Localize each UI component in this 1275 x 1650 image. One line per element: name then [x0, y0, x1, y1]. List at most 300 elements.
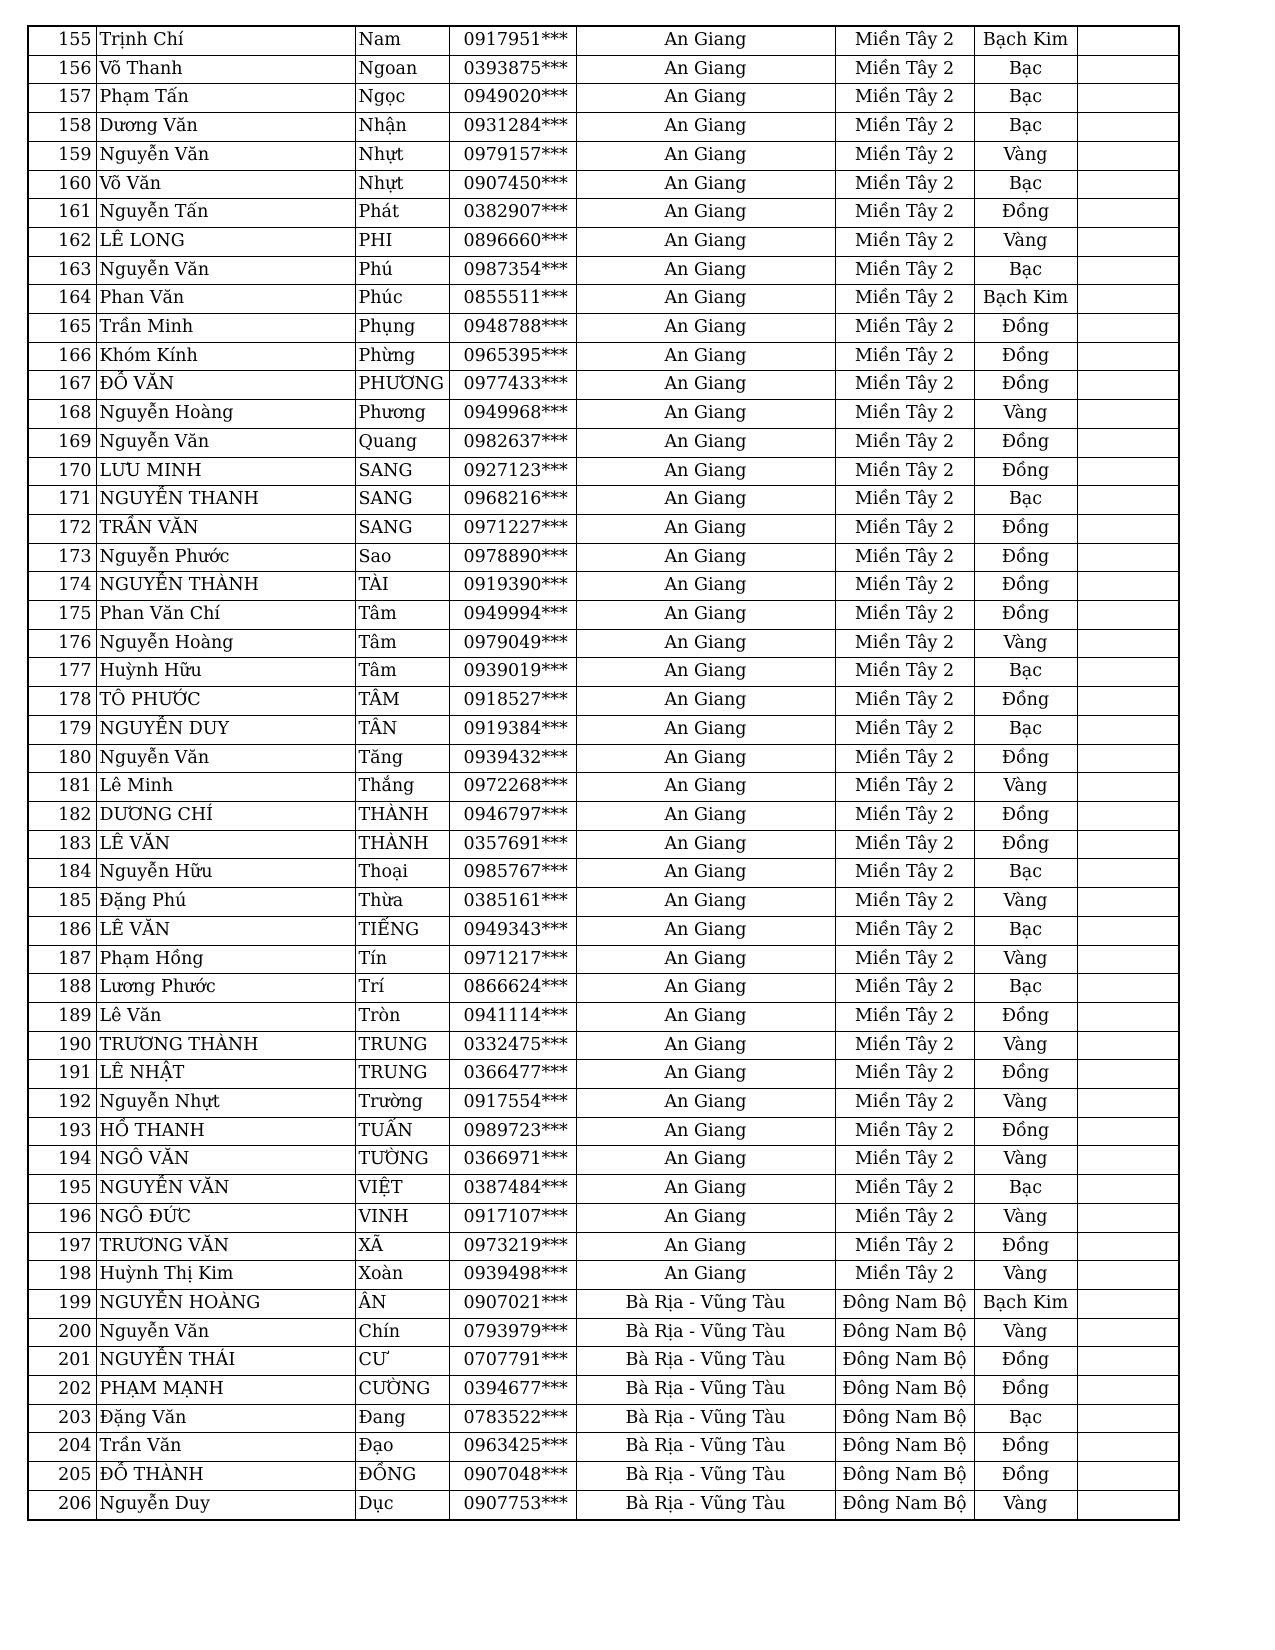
region: Miền Tây 2 [835, 715, 974, 744]
province: An Giang [576, 859, 835, 888]
province: An Giang [576, 1232, 835, 1261]
table-row [28, 141, 1179, 170]
table-row [28, 428, 1179, 457]
province: Bà Rịa - Vũng Tàu [576, 1462, 835, 1491]
region: Miền Tây 2 [835, 1146, 974, 1175]
note-cell [1077, 974, 1179, 1003]
province: An Giang [576, 1146, 835, 1175]
surname-middle: Huỳnh Thị Kim [96, 1261, 355, 1290]
rank: Đồng [974, 1462, 1077, 1491]
phone-number: 0907021*** [449, 1289, 576, 1318]
rank: Đồng [974, 601, 1077, 630]
rank: Bạch Kim [974, 285, 1077, 314]
phone-number: 0965395*** [449, 342, 576, 371]
province: An Giang [576, 1002, 835, 1031]
table-row [28, 1175, 1179, 1204]
surname-middle: Trần Văn [96, 1433, 355, 1462]
note-cell [1077, 744, 1179, 773]
surname-middle: Nguyễn Hoàng [96, 400, 355, 429]
province: An Giang [576, 170, 835, 199]
table-row [28, 888, 1179, 917]
table-row [28, 543, 1179, 572]
row-number: 183 [28, 830, 96, 859]
row-number: 161 [28, 199, 96, 228]
rank: Bạch Kim [974, 1289, 1077, 1318]
province: An Giang [576, 687, 835, 716]
row-number: 160 [28, 170, 96, 199]
rank: Vàng [974, 945, 1077, 974]
table-row [28, 1031, 1179, 1060]
note-cell [1077, 715, 1179, 744]
phone-number: 0939019*** [449, 658, 576, 687]
table-body [28, 26, 1179, 1520]
phone-number: 0948788*** [449, 314, 576, 343]
province: Bà Rịa - Vũng Tàu [576, 1289, 835, 1318]
province: An Giang [576, 801, 835, 830]
given-name: TRUNG [355, 1031, 449, 1060]
phone-number: 0393875*** [449, 55, 576, 84]
row-number: 168 [28, 400, 96, 429]
surname-middle: Nguyễn Văn [96, 428, 355, 457]
given-name: Thắng [355, 773, 449, 802]
rank: Vàng [974, 1089, 1077, 1118]
region: Miền Tây 2 [835, 400, 974, 429]
phone-number: 0394677*** [449, 1376, 576, 1405]
phone-number: 0793979*** [449, 1318, 576, 1347]
region: Miền Tây 2 [835, 830, 974, 859]
note-cell [1077, 1031, 1179, 1060]
region: Đông Nam Bộ [835, 1490, 974, 1519]
table-row [28, 1347, 1179, 1376]
row-number: 180 [28, 744, 96, 773]
given-name: VINH [355, 1203, 449, 1232]
given-name: Phừng [355, 342, 449, 371]
table-row [28, 457, 1179, 486]
surname-middle: Nguyễn Văn [96, 256, 355, 285]
table-row [28, 256, 1179, 285]
province: An Giang [576, 744, 835, 773]
row-number: 191 [28, 1060, 96, 1089]
note-cell [1077, 1261, 1179, 1290]
province: An Giang [576, 55, 835, 84]
row-number: 167 [28, 371, 96, 400]
rank: Vàng [974, 400, 1077, 429]
table-row [28, 1060, 1179, 1089]
note-cell [1077, 256, 1179, 285]
phone-number: 0941114*** [449, 1002, 576, 1031]
note-cell [1077, 26, 1179, 55]
note-cell [1077, 830, 1179, 859]
note-cell [1077, 514, 1179, 543]
surname-middle: HỒ THANH [96, 1117, 355, 1146]
region: Miền Tây 2 [835, 371, 974, 400]
note-cell [1077, 1490, 1179, 1519]
phone-number: 0939498*** [449, 1261, 576, 1290]
note-cell [1077, 1175, 1179, 1204]
row-number: 157 [28, 84, 96, 113]
note-cell [1077, 1347, 1179, 1376]
region: Miền Tây 2 [835, 801, 974, 830]
phone-number: 0979049*** [449, 629, 576, 658]
province: Bà Rịa - Vũng Tàu [576, 1318, 835, 1347]
row-number: 172 [28, 514, 96, 543]
table-row [28, 371, 1179, 400]
province: An Giang [576, 543, 835, 572]
surname-middle: Đặng Phú [96, 888, 355, 917]
note-cell [1077, 457, 1179, 486]
row-number: 170 [28, 457, 96, 486]
province: An Giang [576, 945, 835, 974]
row-number: 155 [28, 26, 96, 55]
phone-number: 0707791*** [449, 1347, 576, 1376]
province: An Giang [576, 658, 835, 687]
region: Miền Tây 2 [835, 744, 974, 773]
note-cell [1077, 170, 1179, 199]
row-number: 159 [28, 141, 96, 170]
surname-middle: Lương Phước [96, 974, 355, 1003]
rank: Vàng [974, 141, 1077, 170]
region: Miền Tây 2 [835, 859, 974, 888]
phone-number: 0977433*** [449, 371, 576, 400]
table-row [28, 26, 1179, 55]
region: Miền Tây 2 [835, 285, 974, 314]
row-number: 188 [28, 974, 96, 1003]
note-cell [1077, 572, 1179, 601]
phone-number: 0332475*** [449, 1031, 576, 1060]
region: Miền Tây 2 [835, 256, 974, 285]
rank: Bạc [974, 55, 1077, 84]
region: Miền Tây 2 [835, 1117, 974, 1146]
note-cell [1077, 1232, 1179, 1261]
surname-middle: TRƯƠNG VĂN [96, 1232, 355, 1261]
rank: Vàng [974, 629, 1077, 658]
row-number: 200 [28, 1318, 96, 1347]
note-cell [1077, 543, 1179, 572]
row-number: 158 [28, 113, 96, 142]
given-name: Tâm [355, 658, 449, 687]
rank: Bạc [974, 658, 1077, 687]
given-name: Trí [355, 974, 449, 1003]
given-name: Thoại [355, 859, 449, 888]
region: Miền Tây 2 [835, 888, 974, 917]
table-row [28, 1376, 1179, 1405]
rank: Đồng [974, 371, 1077, 400]
region: Miền Tây 2 [835, 1089, 974, 1118]
given-name: ÂN [355, 1289, 449, 1318]
surname-middle: Lê Văn [96, 1002, 355, 1031]
rank: Bạc [974, 113, 1077, 142]
province: An Giang [576, 916, 835, 945]
table-row [28, 1433, 1179, 1462]
given-name: Phát [355, 199, 449, 228]
province: An Giang [576, 1203, 835, 1232]
region: Miền Tây 2 [835, 113, 974, 142]
row-number: 179 [28, 715, 96, 744]
surname-middle: LÊ LONG [96, 227, 355, 256]
phone-number: 0917554*** [449, 1089, 576, 1118]
given-name: Tâm [355, 629, 449, 658]
note-cell [1077, 285, 1179, 314]
region: Miền Tây 2 [835, 514, 974, 543]
note-cell [1077, 1462, 1179, 1491]
note-cell [1077, 1289, 1179, 1318]
row-number: 156 [28, 55, 96, 84]
province: An Giang [576, 629, 835, 658]
phone-number: 0946797*** [449, 801, 576, 830]
given-name: Ngọc [355, 84, 449, 113]
table-row [28, 113, 1179, 142]
table-row [28, 687, 1179, 716]
surname-middle: NGÔ ĐỨC [96, 1203, 355, 1232]
rank: Bạc [974, 170, 1077, 199]
table-row [28, 1232, 1179, 1261]
row-number: 197 [28, 1232, 96, 1261]
province: An Giang [576, 227, 835, 256]
surname-middle: Khóm Kính [96, 342, 355, 371]
row-number: 199 [28, 1289, 96, 1318]
region: Miền Tây 2 [835, 428, 974, 457]
region: Miền Tây 2 [835, 342, 974, 371]
row-number: 194 [28, 1146, 96, 1175]
row-number: 162 [28, 227, 96, 256]
table-row [28, 285, 1179, 314]
region: Miền Tây 2 [835, 1060, 974, 1089]
region: Miền Tây 2 [835, 687, 974, 716]
note-cell [1077, 371, 1179, 400]
table-row [28, 601, 1179, 630]
table-row [28, 84, 1179, 113]
phone-number: 0971217*** [449, 945, 576, 974]
province: An Giang [576, 572, 835, 601]
table-row [28, 342, 1179, 371]
rank: Bạc [974, 84, 1077, 113]
row-number: 163 [28, 256, 96, 285]
table-row [28, 1261, 1179, 1290]
row-number: 189 [28, 1002, 96, 1031]
given-name: THÀNH [355, 801, 449, 830]
region: Miền Tây 2 [835, 945, 974, 974]
region: Đông Nam Bộ [835, 1289, 974, 1318]
given-name: Xoàn [355, 1261, 449, 1290]
table-row [28, 830, 1179, 859]
rank: Bạc [974, 715, 1077, 744]
rank: Đồng [974, 199, 1077, 228]
row-number: 171 [28, 486, 96, 515]
surname-middle: TÔ PHƯỚC [96, 687, 355, 716]
given-name: Chín [355, 1318, 449, 1347]
phone-number: 0382907*** [449, 199, 576, 228]
given-name: Nhựt [355, 141, 449, 170]
rank: Vàng [974, 1031, 1077, 1060]
note-cell [1077, 55, 1179, 84]
region: Đông Nam Bộ [835, 1347, 974, 1376]
province: An Giang [576, 1261, 835, 1290]
phone-number: 0979157*** [449, 141, 576, 170]
note-cell [1077, 773, 1179, 802]
region: Miền Tây 2 [835, 1261, 974, 1290]
given-name: SANG [355, 514, 449, 543]
note-cell [1077, 1002, 1179, 1031]
given-name: Phương [355, 400, 449, 429]
rank: Vàng [974, 888, 1077, 917]
given-name: Tròn [355, 1002, 449, 1031]
given-name: Đang [355, 1404, 449, 1433]
table-row [28, 170, 1179, 199]
province: An Giang [576, 888, 835, 917]
province: An Giang [576, 830, 835, 859]
rank: Đồng [974, 744, 1077, 773]
surname-middle: Nguyễn Văn [96, 744, 355, 773]
row-number: 198 [28, 1261, 96, 1290]
surname-middle: PHẠM MẠNH [96, 1376, 355, 1405]
phone-number: 0987354*** [449, 256, 576, 285]
rank: Bạch Kim [974, 26, 1077, 55]
row-number: 175 [28, 601, 96, 630]
table-row [28, 773, 1179, 802]
province: An Giang [576, 1031, 835, 1060]
note-cell [1077, 859, 1179, 888]
given-name: Dục [355, 1490, 449, 1519]
table-row [28, 1318, 1179, 1347]
rank: Vàng [974, 1490, 1077, 1519]
given-name: Nhận [355, 113, 449, 142]
phone-number: 0866624*** [449, 974, 576, 1003]
phone-number: 0387484*** [449, 1175, 576, 1204]
phone-number: 0949968*** [449, 400, 576, 429]
region: Miền Tây 2 [835, 974, 974, 1003]
rank: Đồng [974, 428, 1077, 457]
note-cell [1077, 428, 1179, 457]
surname-middle: LÊ VĂN [96, 830, 355, 859]
rank: Bạc [974, 1175, 1077, 1204]
note-cell [1077, 916, 1179, 945]
rank: Bạc [974, 916, 1077, 945]
rank: Đồng [974, 801, 1077, 830]
surname-middle: Nguyễn Tấn [96, 199, 355, 228]
rank: Bạc [974, 256, 1077, 285]
surname-middle: Phan Văn Chí [96, 601, 355, 630]
note-cell [1077, 486, 1179, 515]
region: Miền Tây 2 [835, 26, 974, 55]
phone-number: 0949020*** [449, 84, 576, 113]
region: Miền Tây 2 [835, 572, 974, 601]
rank: Bạc [974, 486, 1077, 515]
surname-middle: Đặng Văn [96, 1404, 355, 1433]
rank: Đồng [974, 1347, 1077, 1376]
phone-number: 0989723*** [449, 1117, 576, 1146]
results-table [27, 25, 1180, 1521]
region: Miền Tây 2 [835, 601, 974, 630]
region: Miền Tây 2 [835, 486, 974, 515]
row-number: 187 [28, 945, 96, 974]
province: An Giang [576, 486, 835, 515]
province: An Giang [576, 428, 835, 457]
phone-number: 0949994*** [449, 601, 576, 630]
note-cell [1077, 1376, 1179, 1405]
province: An Giang [576, 285, 835, 314]
row-number: 203 [28, 1404, 96, 1433]
given-name: Quang [355, 428, 449, 457]
given-name: PHI [355, 227, 449, 256]
row-number: 206 [28, 1490, 96, 1519]
phone-number: 0973219*** [449, 1232, 576, 1261]
province: An Giang [576, 457, 835, 486]
given-name: Đạo [355, 1433, 449, 1462]
rank: Đồng [974, 457, 1077, 486]
note-cell [1077, 1203, 1179, 1232]
note-cell [1077, 1117, 1179, 1146]
surname-middle: LÊ NHẬT [96, 1060, 355, 1089]
region: Miền Tây 2 [835, 55, 974, 84]
table-row [28, 658, 1179, 687]
given-name: Nam [355, 26, 449, 55]
phone-number: 0919390*** [449, 572, 576, 601]
note-cell [1077, 601, 1179, 630]
surname-middle: NGUYỄN THÀNH [96, 572, 355, 601]
row-number: 202 [28, 1376, 96, 1405]
phone-number: 0971227*** [449, 514, 576, 543]
given-name: SANG [355, 486, 449, 515]
table-row [28, 55, 1179, 84]
province: An Giang [576, 199, 835, 228]
province: An Giang [576, 26, 835, 55]
surname-middle: LƯU MINH [96, 457, 355, 486]
row-number: 186 [28, 916, 96, 945]
surname-middle: NGUYỄN VĂN [96, 1175, 355, 1204]
table-row [28, 801, 1179, 830]
note-cell [1077, 1089, 1179, 1118]
rank: Vàng [974, 1318, 1077, 1347]
row-number: 195 [28, 1175, 96, 1204]
phone-number: 0783522*** [449, 1404, 576, 1433]
note-cell [1077, 199, 1179, 228]
region: Miền Tây 2 [835, 457, 974, 486]
phone-number: 0385161*** [449, 888, 576, 917]
note-cell [1077, 1404, 1179, 1433]
surname-middle: NGÔ VĂN [96, 1146, 355, 1175]
table-row [28, 1117, 1179, 1146]
rank: Bạc [974, 1404, 1077, 1433]
province: An Giang [576, 342, 835, 371]
table-row [28, 916, 1179, 945]
given-name: TIẾNG [355, 916, 449, 945]
surname-middle: TRẦN VĂN [96, 514, 355, 543]
given-name: VIỆT [355, 1175, 449, 1204]
province: Bà Rịa - Vũng Tàu [576, 1490, 835, 1519]
table-row [28, 400, 1179, 429]
table-row [28, 1203, 1179, 1232]
surname-middle: Nguyễn Văn [96, 141, 355, 170]
row-number: 176 [28, 629, 96, 658]
region: Miền Tây 2 [835, 170, 974, 199]
note-cell [1077, 687, 1179, 716]
table-row [28, 1146, 1179, 1175]
given-name: TÂN [355, 715, 449, 744]
row-number: 204 [28, 1433, 96, 1462]
surname-middle: Nguyễn Hữu [96, 859, 355, 888]
region: Miền Tây 2 [835, 314, 974, 343]
region: Đông Nam Bộ [835, 1462, 974, 1491]
phone-number: 0978890*** [449, 543, 576, 572]
region: Miền Tây 2 [835, 1002, 974, 1031]
surname-middle: Phạm Hồng [96, 945, 355, 974]
region: Miền Tây 2 [835, 1203, 974, 1232]
note-cell [1077, 314, 1179, 343]
province: An Giang [576, 113, 835, 142]
region: Đông Nam Bộ [835, 1318, 974, 1347]
phone-number: 0855511*** [449, 285, 576, 314]
given-name: Tăng [355, 744, 449, 773]
